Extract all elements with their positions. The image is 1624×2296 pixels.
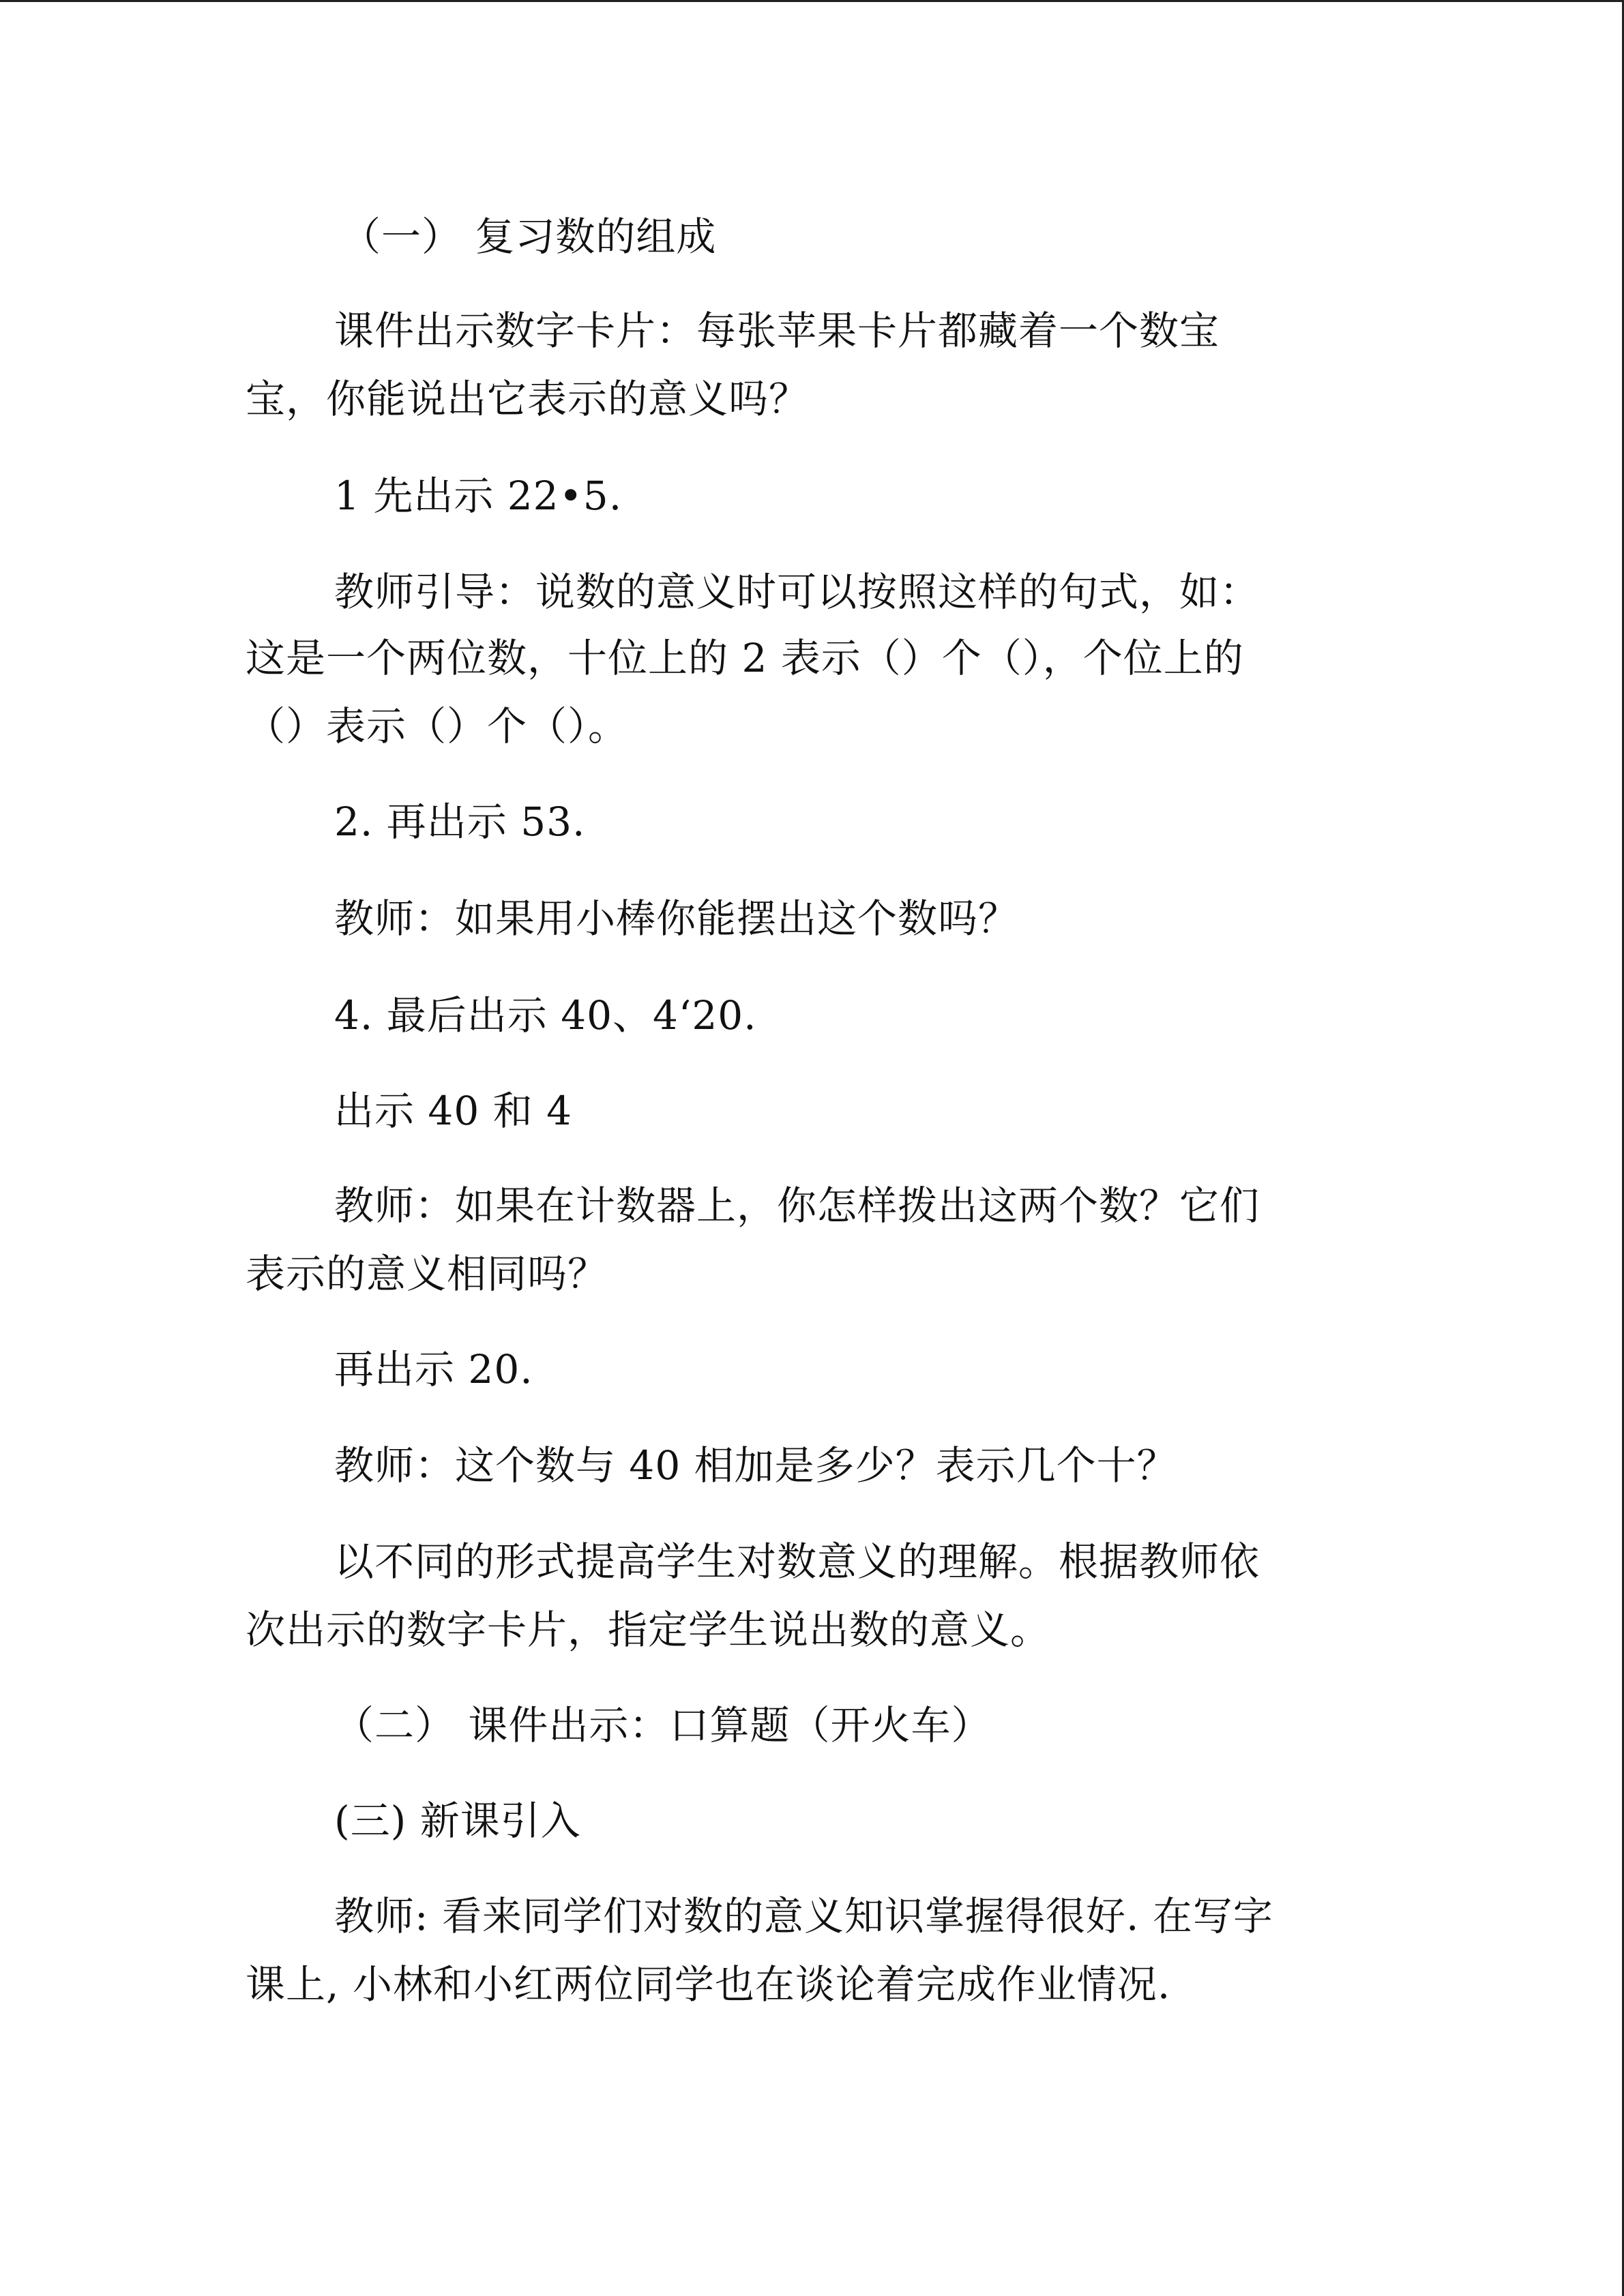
- paragraph-line: 教师: 看来同学们对数的意义知识掌握得很好. 在写字: [334, 1893, 1273, 1939]
- paragraph-line: 教师引导：说数的意义时可以按照这样的句式，如：: [334, 569, 1260, 615]
- paragraph-line: 课上, 小林和小红两位同学也在谈论着完成作业情况.: [246, 1961, 1171, 2008]
- paragraph-line: 4. 最后出示 40、4‘20.: [334, 992, 757, 1039]
- section-heading-mental-math: （二） 课件出示：口算题（开火车）: [334, 1702, 992, 1748]
- paragraph-line: 教师：如果用小棒你能摆出这个数吗？: [334, 895, 1019, 942]
- paragraph-line: 这是一个两位数，十位上的 2 表示（）个（），个位上的: [246, 635, 1244, 681]
- paragraph-line: 宝，你能说出它表示的意义吗？: [246, 376, 810, 422]
- paragraph-line: 再出示 20.: [334, 1346, 533, 1392]
- paragraph-line: 以不同的形式提高学生对数意义的理解。根据教师依: [334, 1538, 1260, 1585]
- paragraph-line: 出示 40 和 4: [334, 1088, 573, 1134]
- paragraph-line: 教师：如果在计数器上，你怎样拨出这两个数？它们: [334, 1182, 1260, 1229]
- section-heading-new-lesson: (三) 新课引入: [334, 1798, 581, 1844]
- section-heading-review: （一） 复习数的组成: [341, 213, 717, 260]
- paragraph-line: 2. 再出示 53.: [334, 799, 586, 845]
- paragraph-line: （）表示（）个（）。: [246, 703, 629, 749]
- paragraph-line: 表示的意义相同吗？: [246, 1251, 608, 1297]
- paragraph-line: 课件出示数字卡片：每张苹果卡片都藏着一个数宝: [334, 308, 1220, 354]
- paragraph-line: 次出示的数字卡片，指定学生说出数的意义。: [246, 1607, 1051, 1653]
- paragraph-line: 教师：这个数与 40 相加是多少？表示几个十？: [334, 1442, 1177, 1489]
- paragraph-line: 1 先出示 22•5.: [334, 473, 623, 519]
